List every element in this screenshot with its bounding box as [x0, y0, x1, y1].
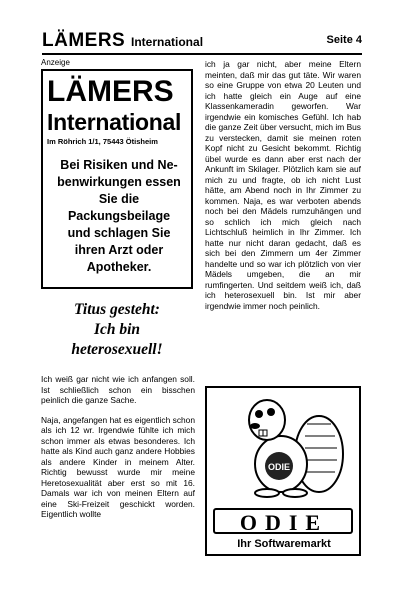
ad-label: Anzeige	[41, 58, 70, 67]
slogan-line: Bei Risiken und Ne-	[60, 158, 178, 172]
paragraph: Naja, angefangen hat es eigentlich schon als ich 12 wr. Irgendwie fühlte ich mich schon immer als etwas besonderes. Ich hatte als Kind auch ganz andere Hobbies als andere Kinder in meinem Alter. Richtig bewusst wurde mir meine Heretosexualität aber erst so mit 16. Damals war ich von meinen Eltern auf eine Ski-Freizeit geschickt worden. Eigentlich wollte	[41, 414, 195, 519]
article-body-left	[41, 374, 195, 529]
header-logo-text: LÄMERS	[42, 30, 126, 51]
slogan-line: Apotheker.	[86, 260, 152, 274]
page-number: Seite 4	[326, 34, 362, 46]
laemers-ad-name: International	[47, 109, 182, 135]
slogan-line: Sie die	[98, 192, 140, 206]
slogan-line: und schlagen Sie	[67, 226, 171, 240]
article-body-right: ich ja gar nicht, aber meine Eltern meinten, daß mir das gut täte. Wir waren so eine Gruppe von etwa 20 Leuten und ich hatte gleich ein Auge auf eine Klassenkameradin geworfen. War irgendwie ein komisches Gefühl. Ich hab die ganze Zeit über versucht, mich im Bus zu verstecken, damit sie meinen roten Kopf nicht zu Gesicht bekommt. Richtig übel wurde es dann aber erst nach der Ankunft im Skilager. Plötzlich kam sie auf mich zu und fragte, ob ich nicht Lust hätte, am Abend noch in Ihr Zimmer zu kommen. Naja, es war verboten abends noch bei den Mädels rumzuhängen und so schlich ich mich gleich nach Lichtschluß heimlich in Ihr Zimmer. Ich hatte nur nicht daran gedacht, daß es sich bei den Zimmern um 4er Zimmer handelte und so war ich plötzlich von vier Mädels umgeben, die an mir rumfingerten. Und seitdem weiß ich, daß ich heterosexuell bin. Ist mir aber irgendwie immer noch peinlich.	[205, 59, 361, 311]
laemers-ad	[41, 69, 193, 289]
odie-tagline: Ihr Softwaremarkt	[237, 538, 331, 550]
header-divider	[42, 53, 362, 55]
slogan-line: Packungsbeilage	[67, 209, 171, 223]
header-logo	[42, 30, 203, 52]
odie-logo: ODIE	[239, 510, 329, 535]
page-header	[42, 28, 362, 54]
slogan-line: benwirkungen essen	[57, 175, 181, 189]
headline-line: Titus gesteht:	[74, 301, 160, 318]
odie-ad	[205, 386, 361, 556]
laemers-ad-logo: LÄMERS	[47, 75, 174, 108]
slogan-line: ihren Arzt oder	[74, 243, 164, 257]
header-logo-suffix: International	[131, 35, 204, 49]
svg-text:ODIE: ODIE	[267, 462, 291, 472]
headline-line: Ich bin	[93, 321, 141, 338]
headline-line: heterosexuell!	[71, 341, 163, 358]
article-headline	[41, 300, 193, 360]
paragraph: Ich weiß gar nicht wie ich anfangen soll. Ist schließlich schon ein bisschen peinlich die ganze Sache.	[41, 374, 195, 405]
laemers-ad-slogan	[49, 157, 189, 276]
laemers-ad-address: Im Röhrich 1/1, 75443 Ötisheim	[47, 137, 158, 146]
beaver-mascot-icon	[219, 394, 349, 499]
